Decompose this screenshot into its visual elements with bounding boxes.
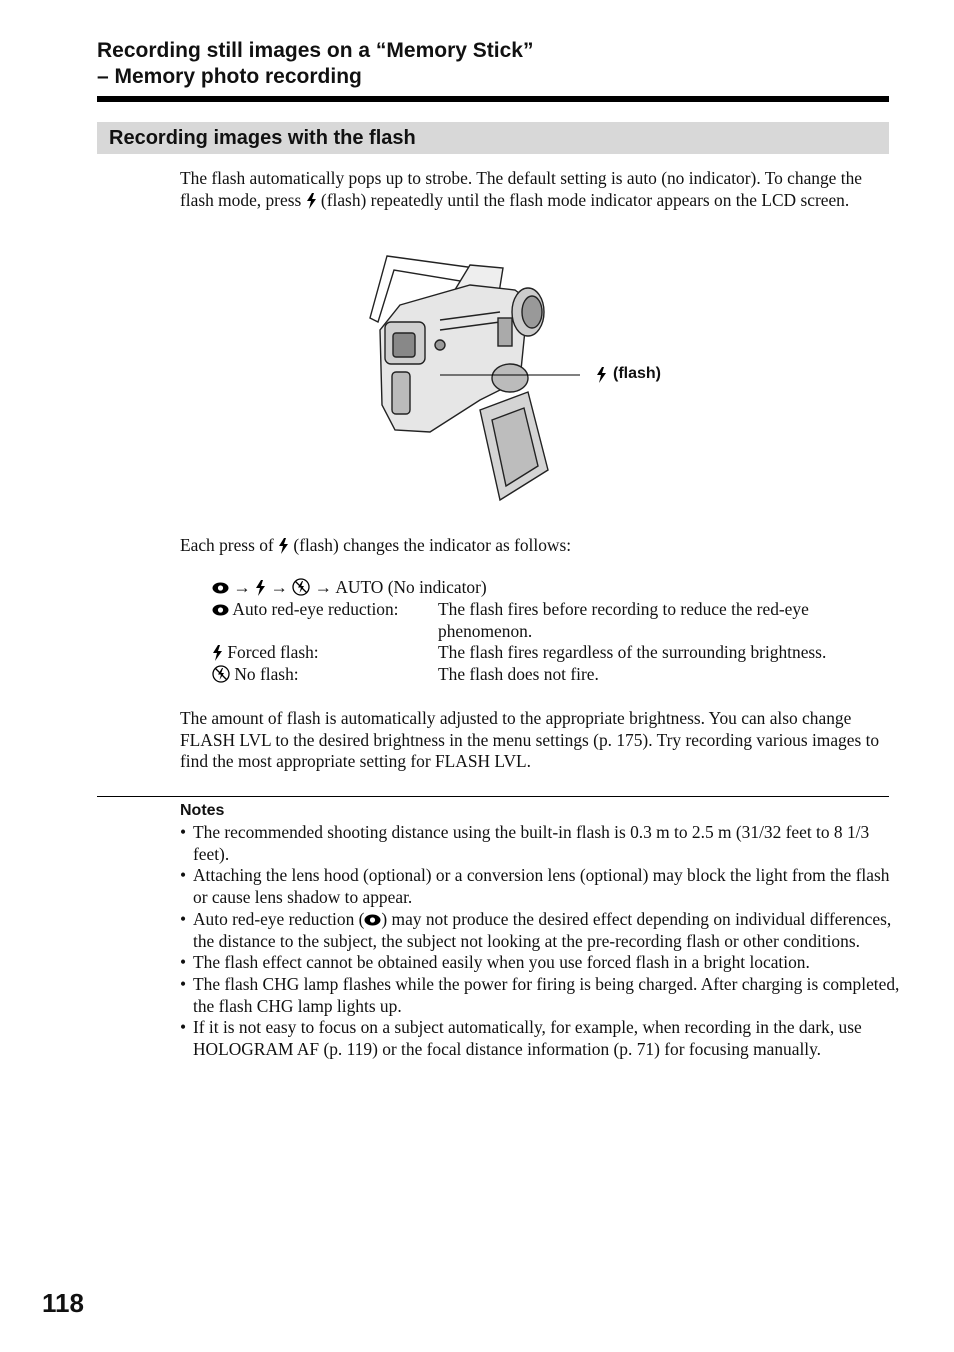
- flash-icon: [212, 645, 223, 661]
- sequence-arrow: →: [233, 577, 251, 597]
- red-eye-icon: [212, 604, 229, 616]
- mode-term: Forced flash:: [227, 642, 319, 663]
- mode-desc: phenomenon.: [438, 620, 533, 641]
- flash-mode-sequence: [212, 577, 487, 599]
- flash-icon: [255, 580, 266, 596]
- note-item: [180, 909, 900, 952]
- note-item: [180, 1017, 900, 1060]
- section-title: Recording images with the flash: [109, 127, 416, 149]
- bullet: •: [180, 1017, 187, 1038]
- mode-term: Auto red-eye reduction:: [232, 599, 399, 619]
- note-text: Attaching the lens hood (optional) or a conversion lens (optional) may block the light from the flash or cause lens shadow to appear.: [193, 865, 890, 908]
- mode-desc: The flash fires regardless of the surrounding brightness.: [438, 642, 827, 663]
- sequence-arrow: →: [314, 577, 332, 597]
- note-text-1: Auto red-eye reduction (: [193, 908, 365, 929]
- bullet: •: [180, 952, 187, 973]
- red-eye-icon: [212, 582, 229, 594]
- flash-icon: [278, 538, 289, 554]
- note-item: [180, 952, 900, 974]
- notes-rule: [97, 796, 889, 797]
- flash-level-paragraph: The amount of flash is automatically adjusted to the appropriate brightness. You can also change FLASH LVL to the desired brightness in the menu settings (p. 175). Try recording various images to find the most appropriate setting for FLASH LVL.: [180, 708, 880, 772]
- mode-desc: The flash fires before recording to reduce the red-eye: [438, 599, 809, 619]
- mode-term: No flash:: [234, 664, 299, 685]
- intro-paragraph: [180, 168, 900, 211]
- notes-list: [180, 822, 900, 1061]
- flash-callout-label: (flash): [613, 365, 661, 382]
- chapter-title-line1: Recording still images on a “Memory Stick”: [97, 39, 534, 62]
- chapter-rule: [97, 96, 889, 102]
- page-number: 118: [42, 1288, 84, 1318]
- note-item: [180, 865, 900, 908]
- bullet: •: [180, 822, 187, 842]
- notes-title: Notes: [180, 802, 225, 819]
- flash-icon: [596, 367, 607, 383]
- note-text-2: ) may not produce the desired effect depending on individual differences, the distance to the subject, the subject not looking at the pre-recording flash or other conditions.: [193, 908, 892, 951]
- each-press-text-1: Each press of: [180, 535, 279, 555]
- no-flash-icon: [212, 665, 230, 683]
- bullet: •: [180, 908, 187, 929]
- chapter-title: [97, 38, 533, 90]
- red-eye-icon: [364, 914, 381, 926]
- note-text: The recommended shooting distance using the built-in flash is 0.3 m to 2.5 m (31/32 feet to 8 1/3 feet).: [193, 822, 870, 864]
- note-text: The flash CHG lamp flashes while the power for firing is being charged. After charging is completed, the flash CHG lamp lights up.: [193, 973, 900, 1016]
- bullet: •: [180, 865, 187, 886]
- sequence-end: AUTO (No indicator): [335, 577, 487, 597]
- no-flash-icon: [292, 578, 310, 596]
- each-press-text-2: (flash) changes the indicator as follows:: [289, 535, 572, 555]
- note-item: [180, 974, 900, 1017]
- note-item: [180, 822, 900, 865]
- intro-text-2: (flash) repeatedly until the flash mode indicator appears on the LCD screen.: [316, 189, 850, 210]
- bullet: •: [180, 973, 187, 994]
- each-press-text: [180, 535, 571, 557]
- chapter-title-line2: – Memory photo recording: [97, 65, 362, 88]
- mode-desc: The flash does not fire.: [438, 664, 599, 685]
- note-text: If it is not easy to focus on a subject automatically, for example, when recording in the dark, use HOLOGRAM AF (p. 119) or the focal distance information (p. 71) for focusing manually.: [193, 1017, 862, 1060]
- sequence-arrow: →: [270, 577, 288, 597]
- intro-text-1: The flash automatically pops up to strobe. The default setting is auto (no indicator). To change the flash mode, press: [180, 168, 862, 210]
- note-text: The flash effect cannot be obtained easily when you use forced flash in a bright location.: [193, 952, 810, 973]
- flash-icon: [306, 193, 317, 209]
